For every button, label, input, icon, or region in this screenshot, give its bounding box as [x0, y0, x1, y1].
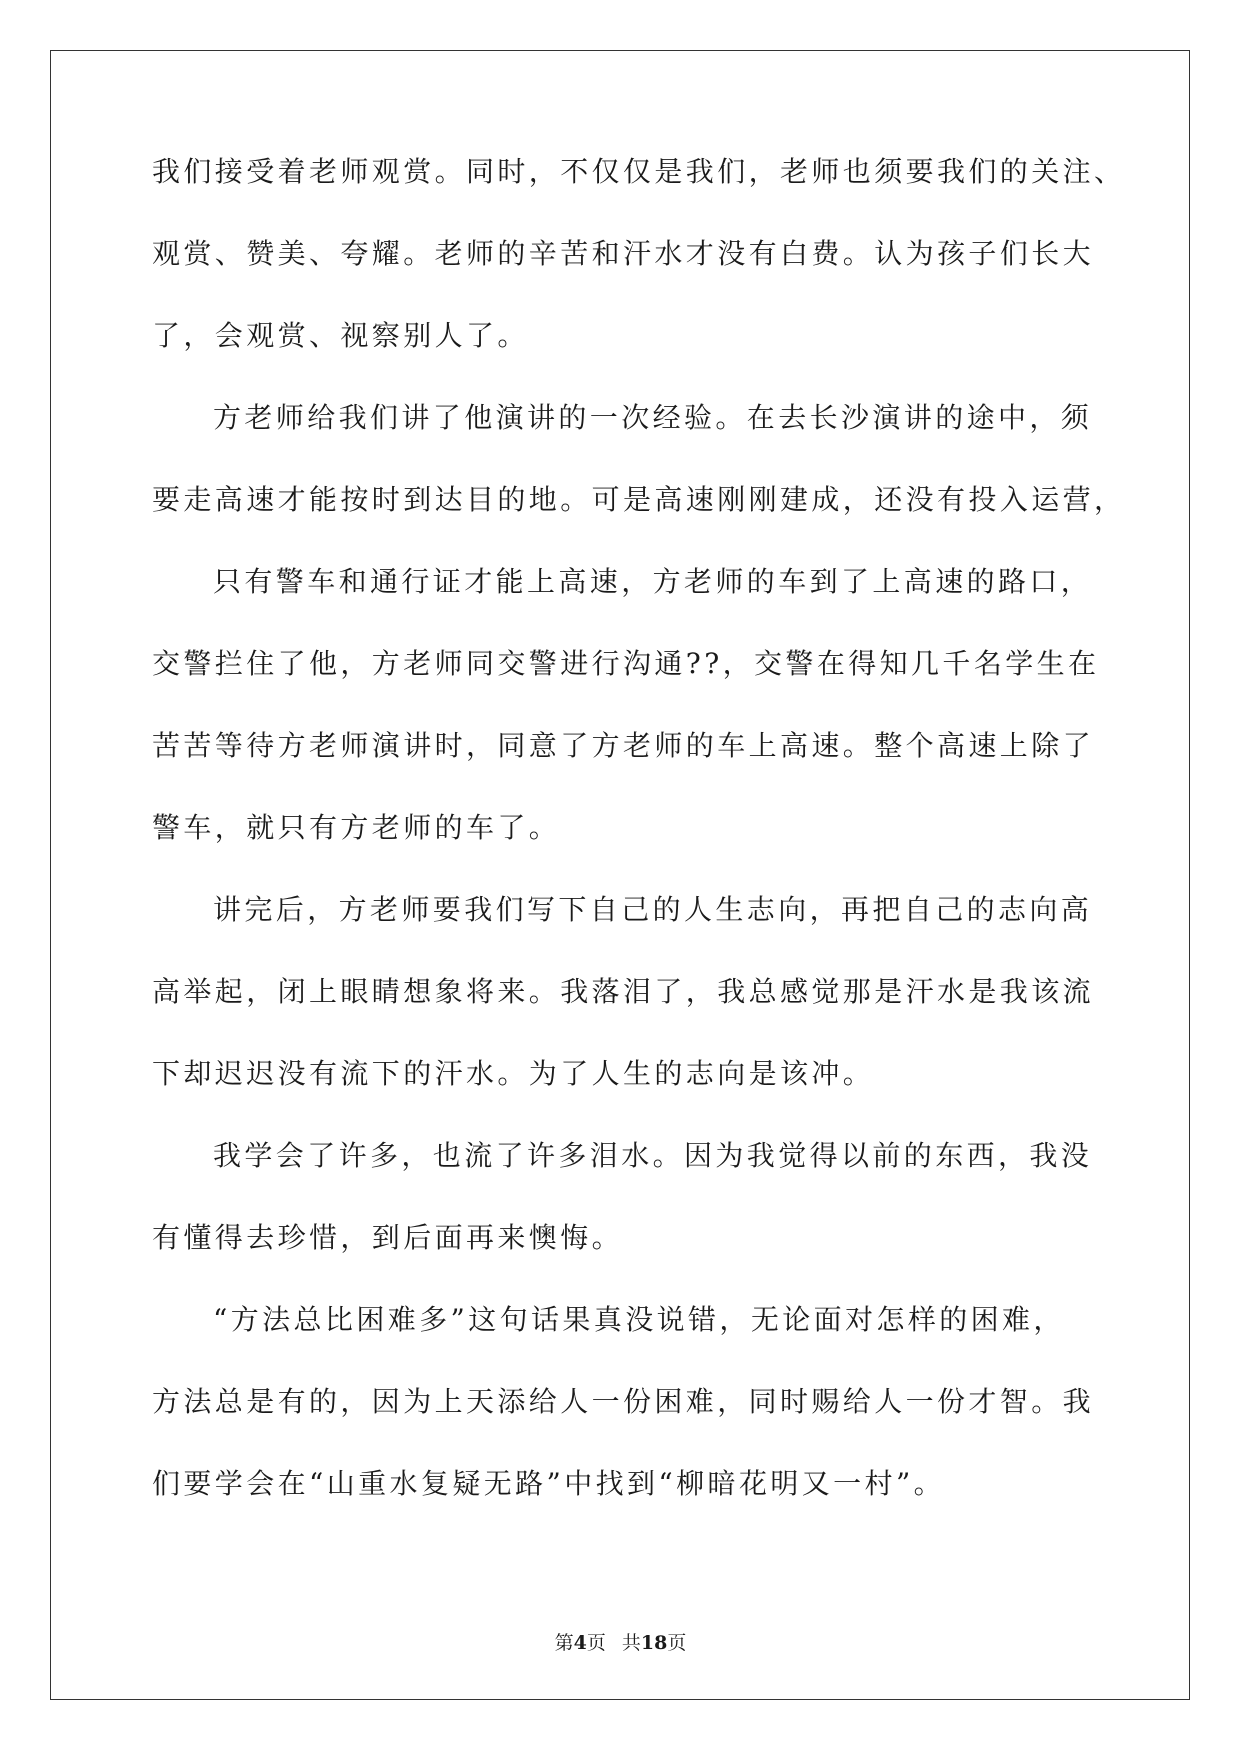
text-line: 交警拦住了他，方老师同交警进行沟通??，交警在得知几千名学生在 [152, 647, 1100, 680]
paragraph-first-line: “方法总比困难多”这句话果真没说错，无论面对怎样的困难， [213, 1303, 1065, 1336]
paragraph-first-line: 讲完后，方老师要我们写下自己的人生志向，再把自己的志向高 [213, 893, 1093, 926]
text-line: 下却迟迟没有流下的汗水。为了人生的志向是该冲。 [152, 1057, 875, 1090]
total-pages: 18 [640, 1632, 668, 1654]
text-line: 我们接受着老师观赏。同时，不仅仅是我们，老师也须要我们的关注、 [152, 155, 1126, 188]
text-line: 苦苦等待方老师演讲时，同意了方老师的车上高速。整个高速上除了 [152, 729, 1095, 762]
paragraph-first-line: 我学会了许多，也流了许多泪水。因为我觉得以前的东西，我没 [213, 1139, 1093, 1172]
page-border [50, 50, 1190, 1700]
text-line: 方法总是有的，因为上天添给人一份困难，同时赐给人一份才智。我 [152, 1385, 1095, 1418]
text-line: 要走高速才能按时到达目的地。可是高速刚刚建成，还没有投入运营， [152, 483, 1126, 516]
page-footer [0, 1628, 1241, 1655]
text-line: 们要学会在“山重水复疑无路”中找到“柳暗花明又一村”。 [152, 1467, 946, 1500]
text-line: 观赏、赞美、夸耀。老师的辛苦和汗水才没有白费。认为孩子们长大 [152, 237, 1095, 270]
text-line: 有懂得去珍惜，到后面再来懊悔。 [152, 1221, 624, 1254]
total-prefix: 共 [621, 1632, 641, 1654]
page-number: 4 [573, 1632, 587, 1654]
page-suffix: 页 [586, 1632, 606, 1654]
page-prefix: 第 [554, 1632, 574, 1654]
text-line: 高举起，闭上眼睛想象将来。我落泪了，我总感觉那是汗水是我该流 [152, 975, 1095, 1008]
paragraph-first-line: 只有警车和通行证才能上高速，方老师的车到了上高速的路口， [213, 565, 1093, 598]
text-line: 警车，就只有方老师的车了。 [152, 811, 561, 844]
text-line: 了，会观赏、视察别人了。 [152, 319, 529, 352]
total-suffix: 页 [667, 1632, 687, 1654]
paragraph-first-line: 方老师给我们讲了他演讲的一次经验。在去长沙演讲的途中，须 [213, 401, 1093, 434]
